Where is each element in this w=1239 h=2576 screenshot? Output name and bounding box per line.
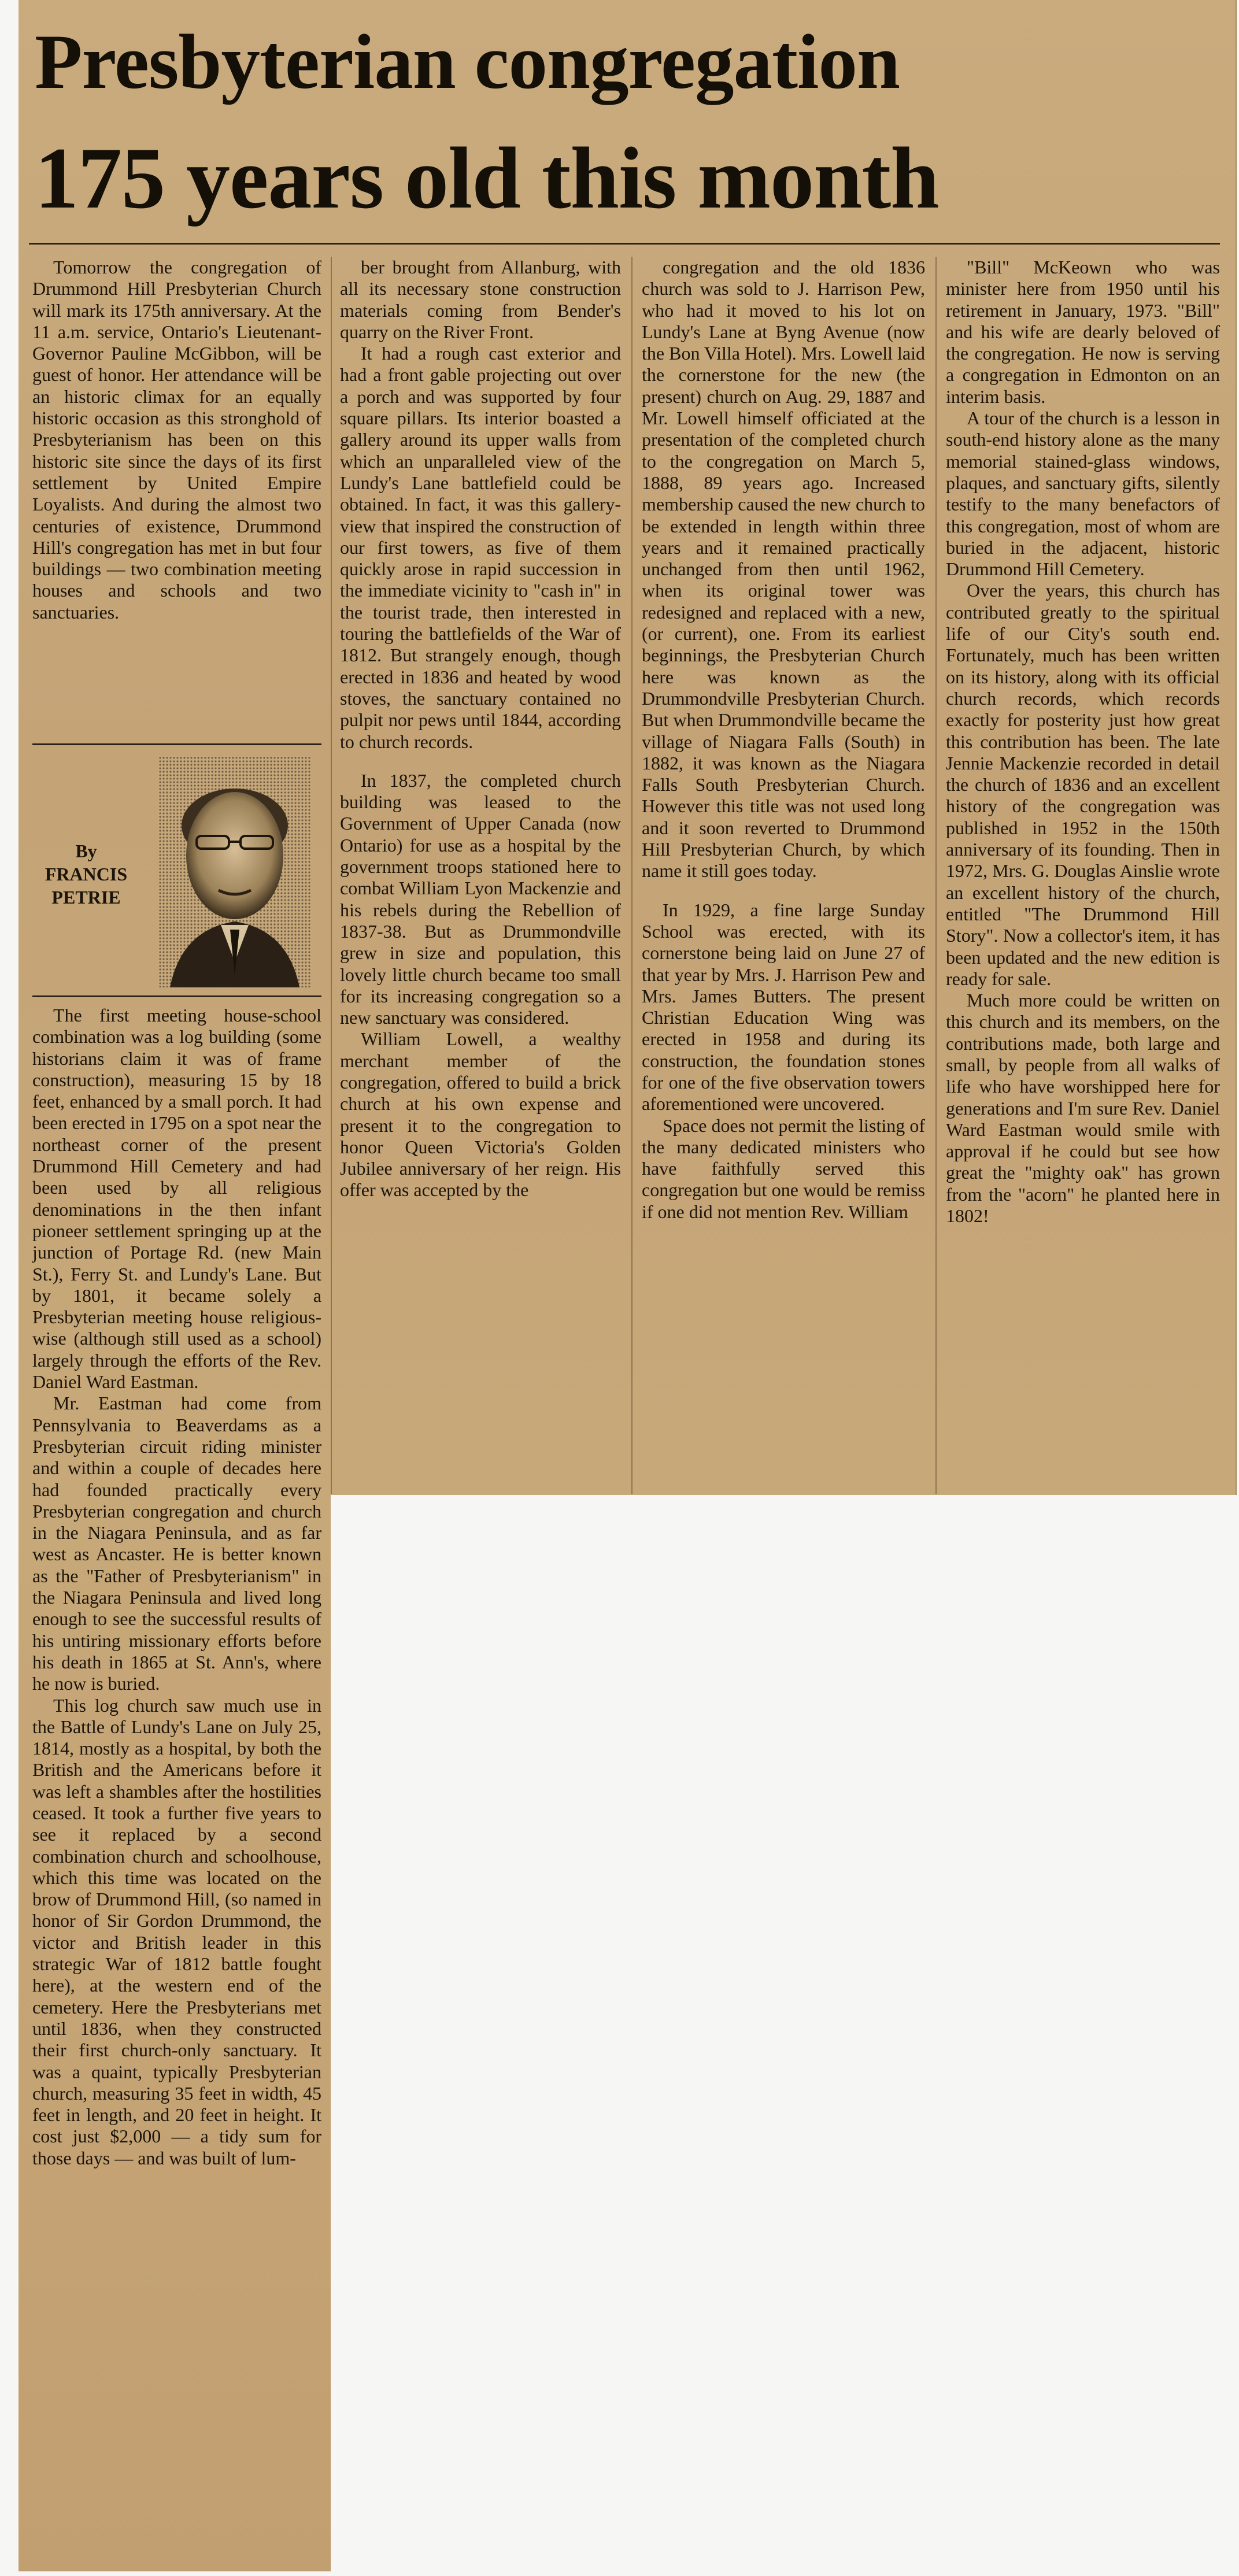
article-paragraph: The first meeting house-school combination was a log building (some historians claim it was of frame construction), measuring 15 by 18 feet, enhanced by a small porch. It had been erected in 1795 on a spot near the northeast corner of the present Drummond Hill Cemetery and had been used by all religious denominations in the then infant pioneer settlement springing up at the junction of Portage Rd. (new Main St.), Ferry St. and Lundy's Lane. But by 1801, it became solely a Presbyterian meeting house religious-wise (although still used as a school) largely through the efforts of the Rev. Daniel Ward Eastman.	[32, 1005, 321, 1393]
byline-rule-top	[32, 743, 321, 745]
headline-rule	[29, 243, 1220, 245]
article-paragraph: Space does not permit the listing of the many dedicated ministers who have faithfully served this congregation but one would be remiss if one did not mention Rev. William	[642, 1115, 925, 1222]
column-divider	[935, 257, 937, 1494]
article-paragraph: ber brought from Allanburg, with all its necessary stone construction materials coming from Bender's quarry on the River Front.	[340, 257, 621, 342]
article-column-4	[946, 257, 1220, 1227]
article-paragraph: Tomorrow the congregation of Drummond Hill Presbyterian Church will mark its 175th anniversary. At the 11 a.m. service, Ontario's Lieutenant-Governor Pauline McGibbon, will be guest of honor. Her attendance will be an historic climax for an equally historic occasion as this stronghold of Presbyterianism has been on this historic site since the days of its first settlement by United Empire Loyalists. And during the almost two centuries of existence, Drummond Hill's congregation has met in but four buildings — two combination meeting houses and schools and two sanctuaries.	[32, 257, 321, 623]
column-divider	[331, 257, 332, 1494]
byline-author-name: FRANCIS PETRIE	[45, 864, 128, 908]
article-paragraph: Over the years, this church has contributed greatly to the spiritual life of our City's south end. Fortunately, much has been written on its history, along with its official church records, which records exactly for posterity just how great this contribution has been. The late Jennie Mackenzie recorded in detail the church of 1836 and an excellent history of the congregation was published in 1952 in the 150th anniversary of its founding. Then in 1972, Mrs. G. Douglas Ainslie wrote an excellent history of the church, entitled "The Drummond Hill Story". Now a collector's item, it has been updated and the new edition is ready for sale.	[946, 580, 1220, 989]
article-paragraph: A tour of the church is a lesson in south-end history alone as the many memorial stained-glass windows, plaques, and sanctuary gifts, silently testify to the many benefactors of this congregation, most of whom are buried in the adjacent, historic Drummond Hill Cemetery.	[946, 408, 1220, 580]
article-paragraph: It had a rough cast exterior and had a front gable projecting out over a porch and was supported by four square pillars. Its interior boasted a gallery around its upper walls from which an unparalleled view of the Lundy's Lane battlefield could be obtained. In fact, it was this gallery-view that inspired the construction of our first towers, as five of them quickly arose in rapid succession in the immediate vicinity to "cash in" in the tourist trade, then interested in touring the battlefields of the War of 1812. But strangely enough, though erected in 1836 and heated by wood stoves, the sanctuary contained no pulpit nor pews until 1844, according to church records.	[340, 343, 621, 752]
byline-by: By	[75, 841, 97, 861]
headline-line-2: 175 years old this month	[35, 129, 939, 227]
article-paragraph: In 1929, a fine large Sunday School was erected, with its cornerstone being laid on June 27 of that year by Mrs. J. Harrison Pew and Mrs. James Butters. The present Christian Education Wing was erected in 1958 and during its construction, the foundation stones for one of the five observation towers aforementioned were uncovered.	[642, 899, 925, 1115]
author-portrait-photo	[158, 756, 311, 987]
article-paragraph: congregation and the old 1836 church was sold to J. Harrison Pew, who had it moved to his lot on Lundy's Lane at Byng Avenue (now the Bon Villa Hotel). Mrs. Lowell laid the cornerstone for the new (the present) church on Aug. 29, 1887 and Mr. Lowell himself officiated at the presentation of the completed church to the congregation on March 5, 1888, 89 years ago. Increased membership caused the new church to be extended in length within three years and it remained practically unchanged from then until 1962, when its original tower was redesigned and replaced with a new, (or current), one. From its earliest beginnings, the Presbyterian Church here was known as the Drummondville Presbyterian Church. But when Drummondville became the village of Niagara Falls (South) in 1882, it was known as the Niagara Falls South Presbyterian Church. However this title was not used long and it soon reverted to Drummond Hill Presbyterian Church, by which name it still goes today.	[642, 257, 925, 882]
column-divider	[631, 257, 633, 1494]
article-column-1-top	[32, 257, 321, 623]
article-paragraph: This log church saw much use in the Battle of Lundy's Lane on July 25, 1814, mostly as a hospital, by both the British and the Americans before it was left a shambles after the hostilities ceased. It took a further five years to see it replaced by a second combination church and schoolhouse, which this time was located on the brow of Drummond Hill, (so named in honor of Sir Gordon Drummond, the victor and British leader in this strategic War of 1812 battle fought here), at the western end of the cemetery. Here the Presbyterians met until 1836, when they constructed their first church-only sanctuary. It was a quaint, typically Presbyterian church, measuring 35 feet in width, 45 feet in length, and 20 feet in height. It cost just $2,000 — a tidy sum for those days — and was built of lum-	[32, 1694, 321, 2168]
byline	[37, 839, 135, 909]
article-column-2	[340, 257, 621, 1201]
article-column-3	[642, 257, 925, 1223]
article-paragraph: In 1837, the completed church building was leased to the Government of Upper Canada (now Ontario) for use as a hospital by the government troops stationed here to combat William Lyon Mackenzie and his rebels during the Rebellion of 1837-38. But as Drummondville grew in size and population, this lovely little church became too small for its increasing congregation so a new sanctuary was considered.	[340, 769, 621, 1028]
article-paragraph: William Lowell, a wealthy merchant member of the congregation, offered to build a brick church at his own expense and present it to the congregation to honor Queen Victoria's Golden Jubilee anniversary of her reign. His offer was accepted by the	[340, 1028, 621, 1201]
article-paragraph: Mr. Eastman had come from Pennsylvania to Beaverdams as a Presbyterian circuit riding minister and within a couple of decades here had founded practically every Presbyterian congregation and church in the Niagara Peninsula, and as far west as Ancaster. He is better known as the "Father of Presbyterianism" in the Niagara Peninsula and lived long enough to see the successful results of his untiring missionary efforts before his death in 1865 at St. Ann's, where he now is buried.	[32, 1393, 321, 1694]
byline-rule-bottom	[32, 995, 321, 997]
article-column-1-bottom	[32, 1005, 321, 2169]
byline-box	[32, 752, 321, 994]
article-paragraph: "Bill" McKeown who was minister here from 1950 until his retirement in January, 1973. "Bill" and his wife are dearly beloved of the congregation. He now is serving a congregation in Edmonton on an interim basis.	[946, 257, 1220, 407]
article-paragraph: Much more could be written on this church and its members, on the contributions made, both large and small, by people from all walks of life who have worshipped here for generations and I'm sure Rev. Daniel Ward Eastman would smile with approval if he could but see how great the "mighty oak" has grown from the "acorn" he planted here in 1802!	[946, 990, 1220, 1227]
headline-line-1: Presbyterian congregation	[35, 19, 900, 105]
